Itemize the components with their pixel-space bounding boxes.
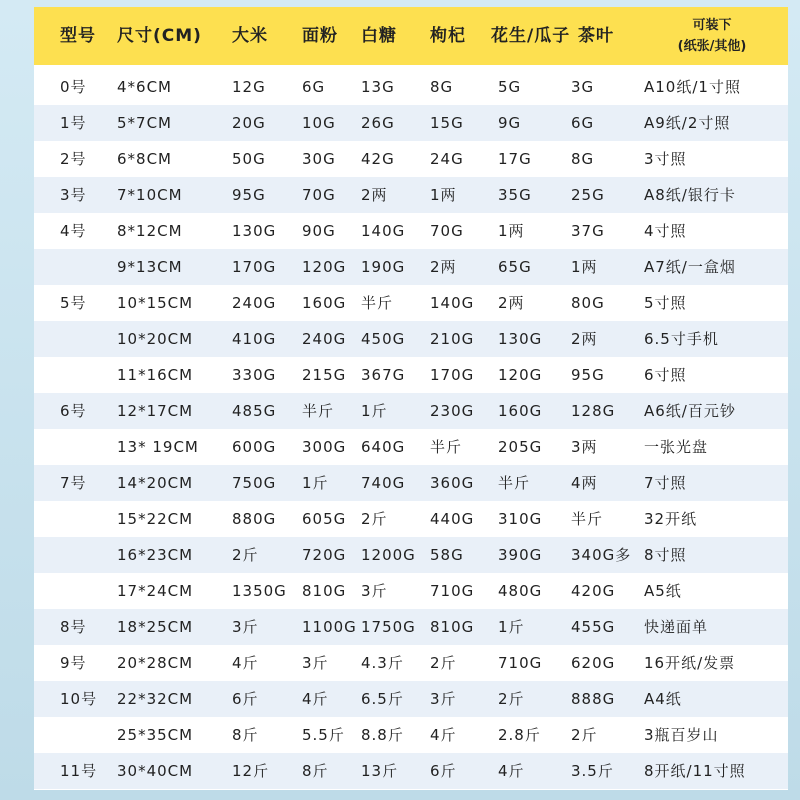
- cell-flour: 70G: [302, 186, 336, 204]
- cell-rice: 8斤: [232, 726, 259, 744]
- cell-rice: 750G: [232, 474, 277, 492]
- cell-tea: 半斤: [571, 510, 604, 528]
- cell-fits: 6寸照: [644, 366, 687, 384]
- cell-sugar: 1斤: [361, 402, 388, 420]
- cell-rice: 600G: [232, 438, 277, 456]
- cell-goji: 2斤: [430, 654, 457, 672]
- cell-sugar: 367G: [361, 366, 406, 384]
- table-row: [34, 573, 788, 609]
- cell-fits: 8开纸/11寸照: [644, 762, 746, 780]
- cell-tea: 620G: [571, 654, 616, 672]
- cell-nuts: 710G: [498, 654, 543, 672]
- cell-goji: 2两: [430, 258, 457, 276]
- header-sugar: 白糖: [361, 26, 397, 46]
- table-row: [34, 177, 788, 213]
- cell-nuts: 480G: [498, 582, 543, 600]
- cell-flour: 1100G: [302, 618, 357, 636]
- cell-sugar: 6.5斤: [361, 690, 404, 708]
- cell-size: 20*28CM: [117, 654, 194, 672]
- cell-model: 1号: [60, 114, 87, 132]
- cell-tea: 95G: [571, 366, 605, 384]
- cell-sugar: 4.3斤: [361, 654, 404, 672]
- cell-size: 6*8CM: [117, 150, 173, 168]
- cell-fits: 4寸照: [644, 222, 687, 240]
- cell-sugar: 2两: [361, 186, 388, 204]
- cell-goji: 360G: [430, 474, 475, 492]
- cell-goji: 8G: [430, 78, 454, 96]
- cell-size: 18*25CM: [117, 618, 194, 636]
- cell-model: 7号: [60, 474, 87, 492]
- header-tea: 茶叶: [578, 26, 614, 46]
- cell-fits: 16开纸/发票: [644, 654, 736, 672]
- cell-model: 4号: [60, 222, 87, 240]
- cell-rice: 1350G: [232, 582, 287, 600]
- table-row: [34, 753, 788, 789]
- table-row: [34, 285, 788, 321]
- cell-sugar: 1200G: [361, 546, 416, 564]
- cell-tea: 6G: [571, 114, 595, 132]
- cell-goji: 140G: [430, 294, 475, 312]
- cell-rice: 6斤: [232, 690, 259, 708]
- header-size: 尺寸(CM): [117, 26, 202, 46]
- cell-sugar: 190G: [361, 258, 406, 276]
- cell-fits: A5纸: [644, 582, 682, 600]
- cell-fits: 快递面单: [644, 618, 709, 636]
- cell-goji: 24G: [430, 150, 464, 168]
- header-rice: 大米: [232, 26, 268, 46]
- cell-flour: 810G: [302, 582, 347, 600]
- cell-model: 11号: [60, 762, 98, 780]
- cell-tea: 37G: [571, 222, 605, 240]
- header-flour: 面粉: [302, 26, 338, 46]
- cell-fits: 3瓶百岁山: [644, 726, 719, 744]
- cell-tea: 3.5斤: [571, 762, 614, 780]
- cell-tea: 2斤: [571, 726, 598, 744]
- cell-flour: 10G: [302, 114, 336, 132]
- cell-rice: 3斤: [232, 618, 259, 636]
- cell-fits: 32开纸: [644, 510, 698, 528]
- cell-size: 12*17CM: [117, 402, 194, 420]
- cell-sugar: 13斤: [361, 762, 399, 780]
- cell-goji: 70G: [430, 222, 464, 240]
- cell-flour: 120G: [302, 258, 347, 276]
- cell-size: 17*24CM: [117, 582, 194, 600]
- size-table: [34, 7, 788, 790]
- cell-rice: 330G: [232, 366, 277, 384]
- cell-nuts: 5G: [498, 78, 522, 96]
- cell-size: 15*22CM: [117, 510, 194, 528]
- cell-model: 5号: [60, 294, 87, 312]
- cell-size: 11*16CM: [117, 366, 194, 384]
- cell-rice: 50G: [232, 150, 266, 168]
- cell-goji: 3斤: [430, 690, 457, 708]
- cell-sugar: 140G: [361, 222, 406, 240]
- cell-goji: 210G: [430, 330, 475, 348]
- cell-flour: 215G: [302, 366, 347, 384]
- cell-tea: 128G: [571, 402, 616, 420]
- cell-fits: 8寸照: [644, 546, 687, 564]
- cell-size: 10*15CM: [117, 294, 194, 312]
- cell-rice: 95G: [232, 186, 266, 204]
- cell-flour: 6G: [302, 78, 326, 96]
- cell-flour: 720G: [302, 546, 347, 564]
- cell-rice: 170G: [232, 258, 277, 276]
- table-row: [34, 105, 788, 141]
- cell-rice: 4斤: [232, 654, 259, 672]
- cell-nuts: 2.8斤: [498, 726, 541, 744]
- cell-size: 25*35CM: [117, 726, 194, 744]
- cell-nuts: 160G: [498, 402, 543, 420]
- cell-flour: 3斤: [302, 654, 329, 672]
- cell-tea: 8G: [571, 150, 595, 168]
- cell-flour: 1斤: [302, 474, 329, 492]
- cell-tea: 2两: [571, 330, 598, 348]
- cell-fits: A4纸: [644, 690, 682, 708]
- cell-nuts: 120G: [498, 366, 543, 384]
- cell-sugar: 450G: [361, 330, 406, 348]
- cell-flour: 300G: [302, 438, 347, 456]
- cell-nuts: 1斤: [498, 618, 525, 636]
- table-header: [34, 7, 788, 65]
- cell-nuts: 17G: [498, 150, 532, 168]
- cell-flour: 4斤: [302, 690, 329, 708]
- cell-flour: 8斤: [302, 762, 329, 780]
- cell-nuts: 半斤: [498, 474, 531, 492]
- cell-sugar: 半斤: [361, 294, 394, 312]
- cell-goji: 1两: [430, 186, 457, 204]
- cell-nuts: 2斤: [498, 690, 525, 708]
- cell-fits: A10纸/1寸照: [644, 78, 741, 96]
- cell-size: 13* 19CM: [117, 438, 199, 456]
- cell-flour: 160G: [302, 294, 347, 312]
- header-goji: 枸杞: [430, 26, 466, 46]
- table-row: [34, 537, 788, 573]
- cell-tea: 4两: [571, 474, 598, 492]
- table-row: [34, 213, 788, 249]
- cell-tea: 888G: [571, 690, 616, 708]
- cell-goji: 810G: [430, 618, 475, 636]
- table-row: [34, 465, 788, 501]
- cell-rice: 12斤: [232, 762, 270, 780]
- cell-tea: 3两: [571, 438, 598, 456]
- cell-fits: 5寸照: [644, 294, 687, 312]
- cell-size: 22*32CM: [117, 690, 194, 708]
- cell-goji: 230G: [430, 402, 475, 420]
- cell-size: 30*40CM: [117, 762, 194, 780]
- cell-nuts: 205G: [498, 438, 543, 456]
- cell-goji: 170G: [430, 366, 475, 384]
- cell-model: 8号: [60, 618, 87, 636]
- cell-size: 9*13CM: [117, 258, 183, 276]
- cell-sugar: 740G: [361, 474, 406, 492]
- cell-tea: 80G: [571, 294, 605, 312]
- cell-sugar: 26G: [361, 114, 395, 132]
- cell-nuts: 2两: [498, 294, 525, 312]
- cell-fits: 6.5寸手机: [644, 330, 719, 348]
- cell-sugar: 3斤: [361, 582, 388, 600]
- cell-nuts: 65G: [498, 258, 532, 276]
- cell-rice: 880G: [232, 510, 277, 528]
- cell-nuts: 310G: [498, 510, 543, 528]
- table-row: [34, 501, 788, 537]
- cell-nuts: 390G: [498, 546, 543, 564]
- header-fits-line2: (纸张/其他): [677, 39, 747, 54]
- cell-size: 7*10CM: [117, 186, 183, 204]
- cell-nuts: 130G: [498, 330, 543, 348]
- cell-nuts: 9G: [498, 114, 522, 132]
- cell-rice: 240G: [232, 294, 277, 312]
- cell-rice: 20G: [232, 114, 266, 132]
- cell-model: 3号: [60, 186, 87, 204]
- table-row: [34, 321, 788, 357]
- cell-fits: A9纸/2寸照: [644, 114, 731, 132]
- cell-flour: 90G: [302, 222, 336, 240]
- header-fits-line1: 可装下: [692, 18, 732, 33]
- cell-size: 5*7CM: [117, 114, 173, 132]
- table-row: [34, 609, 788, 645]
- cell-sugar: 8.8斤: [361, 726, 404, 744]
- table-row: [34, 429, 788, 465]
- cell-fits: A8纸/银行卡: [644, 186, 736, 204]
- cell-size: 14*20CM: [117, 474, 194, 492]
- cell-goji: 440G: [430, 510, 475, 528]
- table-row: [34, 645, 788, 681]
- cell-model: 2号: [60, 150, 87, 168]
- cell-nuts: 35G: [498, 186, 532, 204]
- cell-size: 16*23CM: [117, 546, 194, 564]
- cell-fits: 7寸照: [644, 474, 687, 492]
- cell-sugar: 2斤: [361, 510, 388, 528]
- cell-sugar: 42G: [361, 150, 395, 168]
- cell-tea: 340G多: [571, 546, 632, 564]
- cell-tea: 1两: [571, 258, 598, 276]
- cell-fits: A7纸/一盒烟: [644, 258, 736, 276]
- cell-goji: 半斤: [430, 438, 463, 456]
- cell-flour: 240G: [302, 330, 347, 348]
- cell-sugar: 1750G: [361, 618, 416, 636]
- table-row: [34, 141, 788, 177]
- header-nuts: 花生/瓜子: [491, 26, 571, 46]
- cell-size: 8*12CM: [117, 222, 183, 240]
- cell-sugar: 640G: [361, 438, 406, 456]
- cell-rice: 2斤: [232, 546, 259, 564]
- cell-fits: 3寸照: [644, 150, 687, 168]
- cell-size: 4*6CM: [117, 78, 173, 96]
- cell-goji: 58G: [430, 546, 464, 564]
- cell-model: 0号: [60, 78, 87, 96]
- cell-sugar: 13G: [361, 78, 395, 96]
- table-row: [34, 357, 788, 393]
- cell-rice: 130G: [232, 222, 277, 240]
- cell-tea: 3G: [571, 78, 595, 96]
- table-row: [34, 249, 788, 285]
- table-row: [34, 393, 788, 429]
- cell-fits: A6纸/百元钞: [644, 402, 736, 420]
- header-model: 型号: [60, 26, 96, 46]
- cell-rice: 12G: [232, 78, 266, 96]
- cell-size: 10*20CM: [117, 330, 194, 348]
- cell-nuts: 1两: [498, 222, 525, 240]
- cell-goji: 6斤: [430, 762, 457, 780]
- cell-model: 6号: [60, 402, 87, 420]
- cell-nuts: 4斤: [498, 762, 525, 780]
- cell-tea: 420G: [571, 582, 616, 600]
- table-row: [34, 69, 788, 105]
- cell-tea: 455G: [571, 618, 616, 636]
- cell-fits: 一张光盘: [644, 438, 709, 456]
- cell-flour: 5.5斤: [302, 726, 345, 744]
- cell-rice: 485G: [232, 402, 277, 420]
- cell-goji: 4斤: [430, 726, 457, 744]
- cell-flour: 605G: [302, 510, 347, 528]
- cell-tea: 25G: [571, 186, 605, 204]
- header-fits: [652, 15, 772, 57]
- cell-flour: 半斤: [302, 402, 335, 420]
- cell-flour: 30G: [302, 150, 336, 168]
- cell-rice: 410G: [232, 330, 277, 348]
- cell-goji: 15G: [430, 114, 464, 132]
- table-row: [34, 717, 788, 753]
- table-row: [34, 681, 788, 717]
- cell-model: 9号: [60, 654, 87, 672]
- cell-goji: 710G: [430, 582, 475, 600]
- cell-model: 10号: [60, 690, 98, 708]
